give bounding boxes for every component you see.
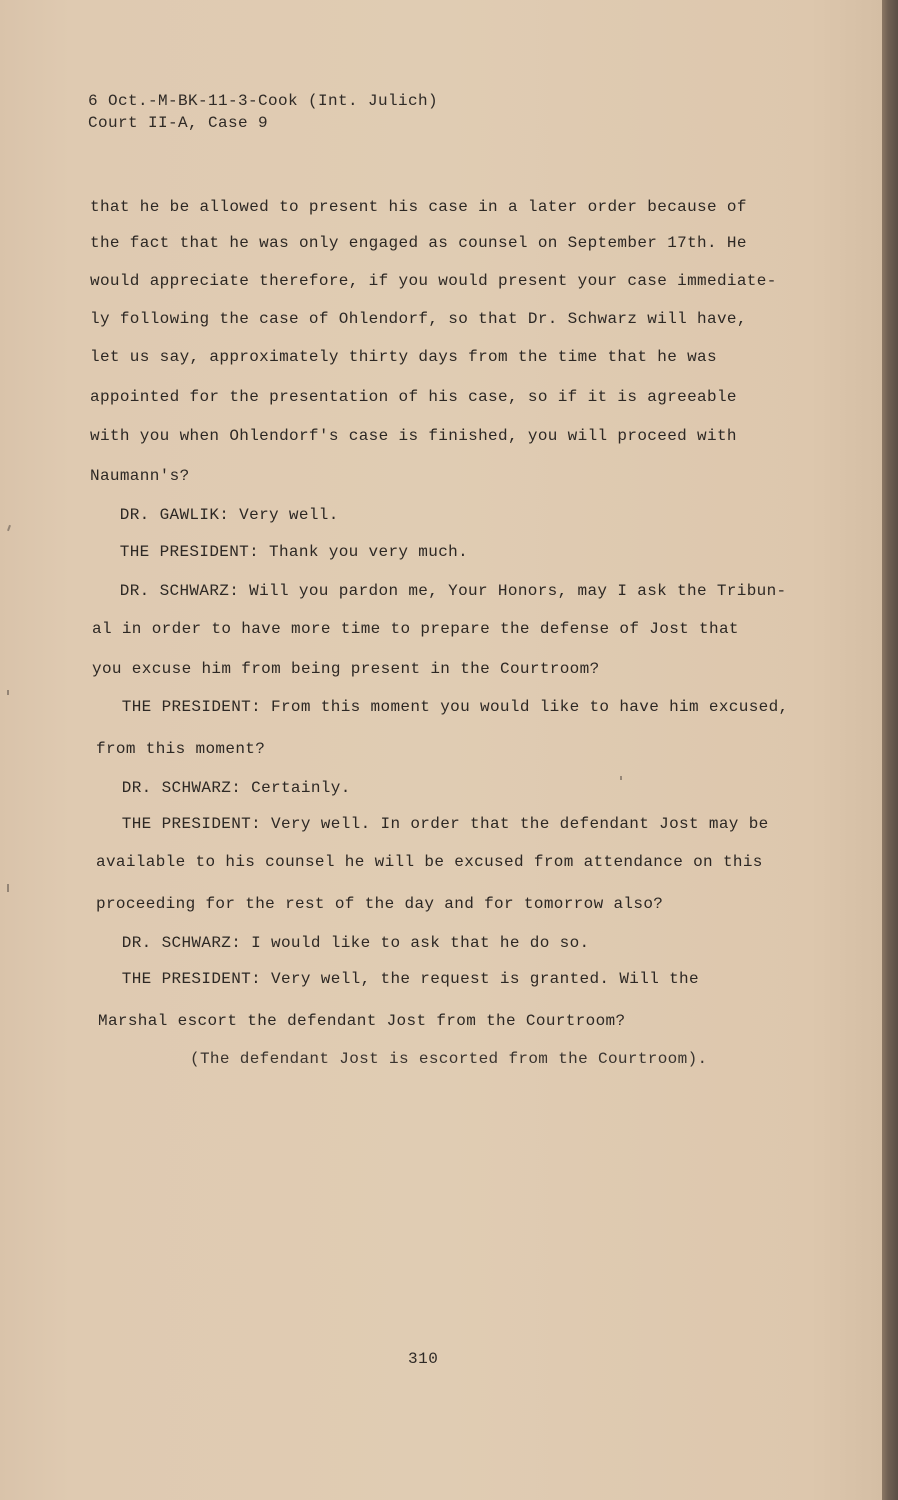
transcript-line: Marshal escort the defendant Jost from the Courtroom? (98, 1012, 626, 1030)
speaker-line: THE PRESIDENT: From this moment you would like to have him excused, (72, 698, 789, 716)
paper-mark-icon (7, 525, 11, 531)
transcript-line: that he be allowed to present his case in a later order because of (90, 198, 747, 216)
transcript-line: available to his counsel he will be excused from attendance on this (96, 853, 763, 871)
transcript-line: with you when Ohlendorf's case is finished, you will proceed with (90, 427, 737, 445)
paper-mark-icon (620, 776, 622, 780)
header-session-line: 6 Oct.-M-BK-11-3-Cook (Int. Julich) (88, 92, 439, 110)
speaker-line: THE PRESIDENT: Thank you very much. (70, 543, 469, 561)
transcript-line: appointed for the presentation of his case, so if it is agreeable (90, 388, 737, 406)
transcript-line: from this moment? (96, 740, 266, 758)
page-number: 310 (408, 1350, 439, 1368)
speaker-line: THE PRESIDENT: Very well, the request is granted. Will the (72, 970, 699, 988)
transcript-line: let us say, approximately thirty days from the time that he was (90, 348, 717, 366)
transcript-line: you excuse him from being present in the Courtroom? (92, 660, 600, 678)
stage-direction: (The defendant Jost is escorted from the Courtroom). (190, 1050, 708, 1068)
transcript-line: proceeding for the rest of the day and for tomorrow also? (96, 895, 664, 913)
transcript-line: would appreciate therefore, if you would present your case immediate- (90, 272, 777, 290)
transcript-line: al in order to have more time to prepare the defense of Jost that (92, 620, 739, 638)
transcript-line: Naumann's? (90, 467, 190, 485)
page-edge-shadow (882, 0, 898, 1500)
speaker-line: DR. SCHWARZ: I would like to ask that he do so. (72, 934, 590, 952)
transcript-line: the fact that he was only engaged as counsel on September 17th. He (90, 234, 747, 252)
speaker-line: THE PRESIDENT: Very well. In order that the defendant Jost may be (72, 815, 769, 833)
speaker-line: DR. SCHWARZ: Certainly. (72, 779, 351, 797)
speaker-line: DR. SCHWARZ: Will you pardon me, Your Honors, may I ask the Tribun- (70, 582, 787, 600)
transcript-line: ly following the case of Ohlendorf, so that Dr. Schwarz will have, (90, 310, 747, 328)
document-header (88, 90, 438, 134)
paper-mark-icon (7, 884, 9, 892)
header-court-line: Court II-A, Case 9 (88, 114, 269, 132)
speaker-line: DR. GAWLIK: Very well. (70, 506, 339, 524)
paper-mark-icon (7, 690, 9, 695)
